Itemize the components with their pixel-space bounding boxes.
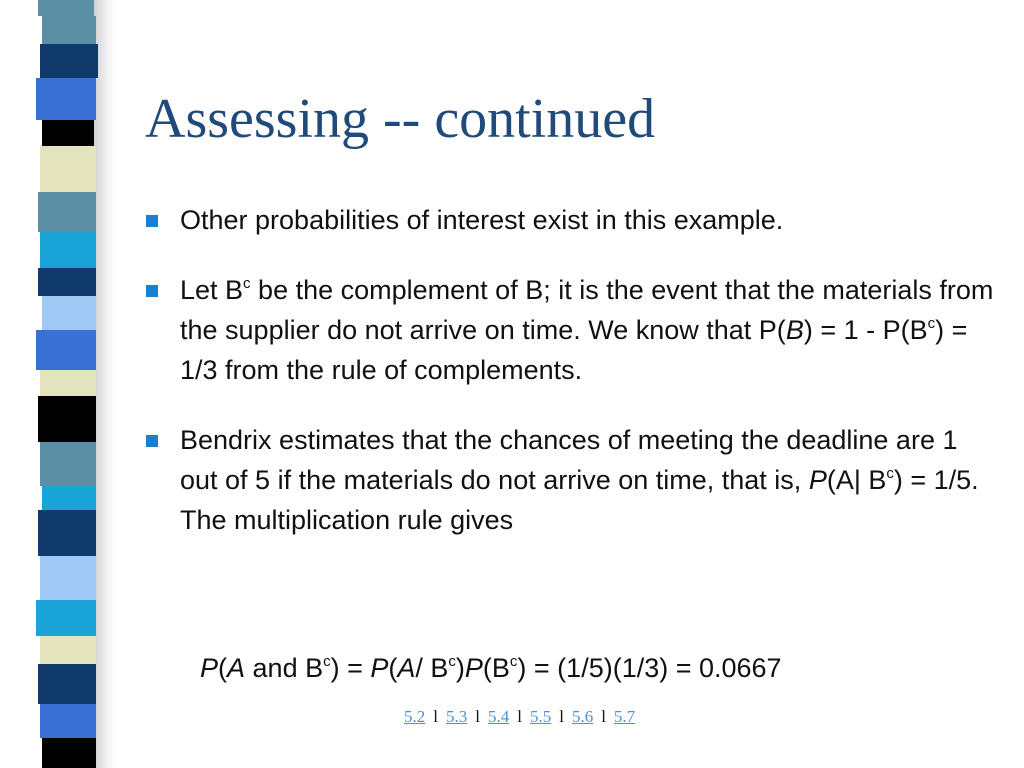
stripe-block [42,296,96,330]
bullet-item [140,270,1000,390]
bullet-text: Bendrix estimates that the chances of meeting the deadline are 1 out of 5 if the materials do not arrive on time, that is, P(A| $B^c) = 1/5$. The multiplication rule gives [180,425,979,535]
bullet-item [140,200,1000,240]
stripe-block [38,664,96,704]
stripe-block [36,78,96,120]
stripe-block [40,370,96,396]
nav-link-5-5[interactable]: 5.5 [529,707,552,726]
stripe-block [42,738,96,768]
nav-separator: l [601,707,606,726]
nav-link-5-3[interactable]: 5.3 [445,707,468,726]
bullet-text: Let $B^c$ be the complement of B; it is the event that the materials from the supplier do not arrive on time. We know that $P(B) = 1 - P(B^c) = 1/3$ from the rule of complements. [180,275,994,385]
formula: P(A and $B^c) = P(A/$ $B^c)P(B^c) = (1/5)(1/3) = 0.0667$ [200,653,782,683]
nav-link-5-6[interactable]: 5.6 [571,707,594,726]
stripe-block [40,636,96,664]
bullet-square-icon [146,215,158,227]
bullet-text: Other probabilities of interest exist in this example. [180,205,784,235]
stripe-block [40,44,98,78]
stripe-block [42,16,96,44]
nav-link-5-4[interactable]: 5.4 [487,707,510,726]
nav-separator: l [559,707,564,726]
stripe-block [40,556,96,600]
bullet-item [140,420,1000,540]
stripe-block [38,396,96,442]
slide-title: Assessing -- continued [145,88,656,150]
nav-link-5-7[interactable]: 5.7 [613,707,636,726]
bullet-square-icon [146,435,158,447]
decorative-stripe [36,0,100,768]
stripe-block [38,510,96,556]
stripe-block [36,330,96,370]
stripe-block [36,600,96,636]
nav-separator: l [517,707,522,726]
stripe-block [40,442,96,486]
bullet-list [140,200,1000,570]
nav-separator: l [475,707,480,726]
nav-separator: l [433,707,438,726]
bullet-square-icon [146,285,158,297]
slide-navigation [404,706,635,728]
stripe-block [40,146,96,192]
stripe-block [38,0,94,16]
stripe-block [40,704,96,738]
nav-link-5-2[interactable]: 5.2 [404,707,426,726]
stripe-block [38,192,96,232]
stripe-block [40,232,96,268]
stripe-block [42,120,94,146]
stripe-block [38,268,96,296]
stripe-block [42,486,96,510]
